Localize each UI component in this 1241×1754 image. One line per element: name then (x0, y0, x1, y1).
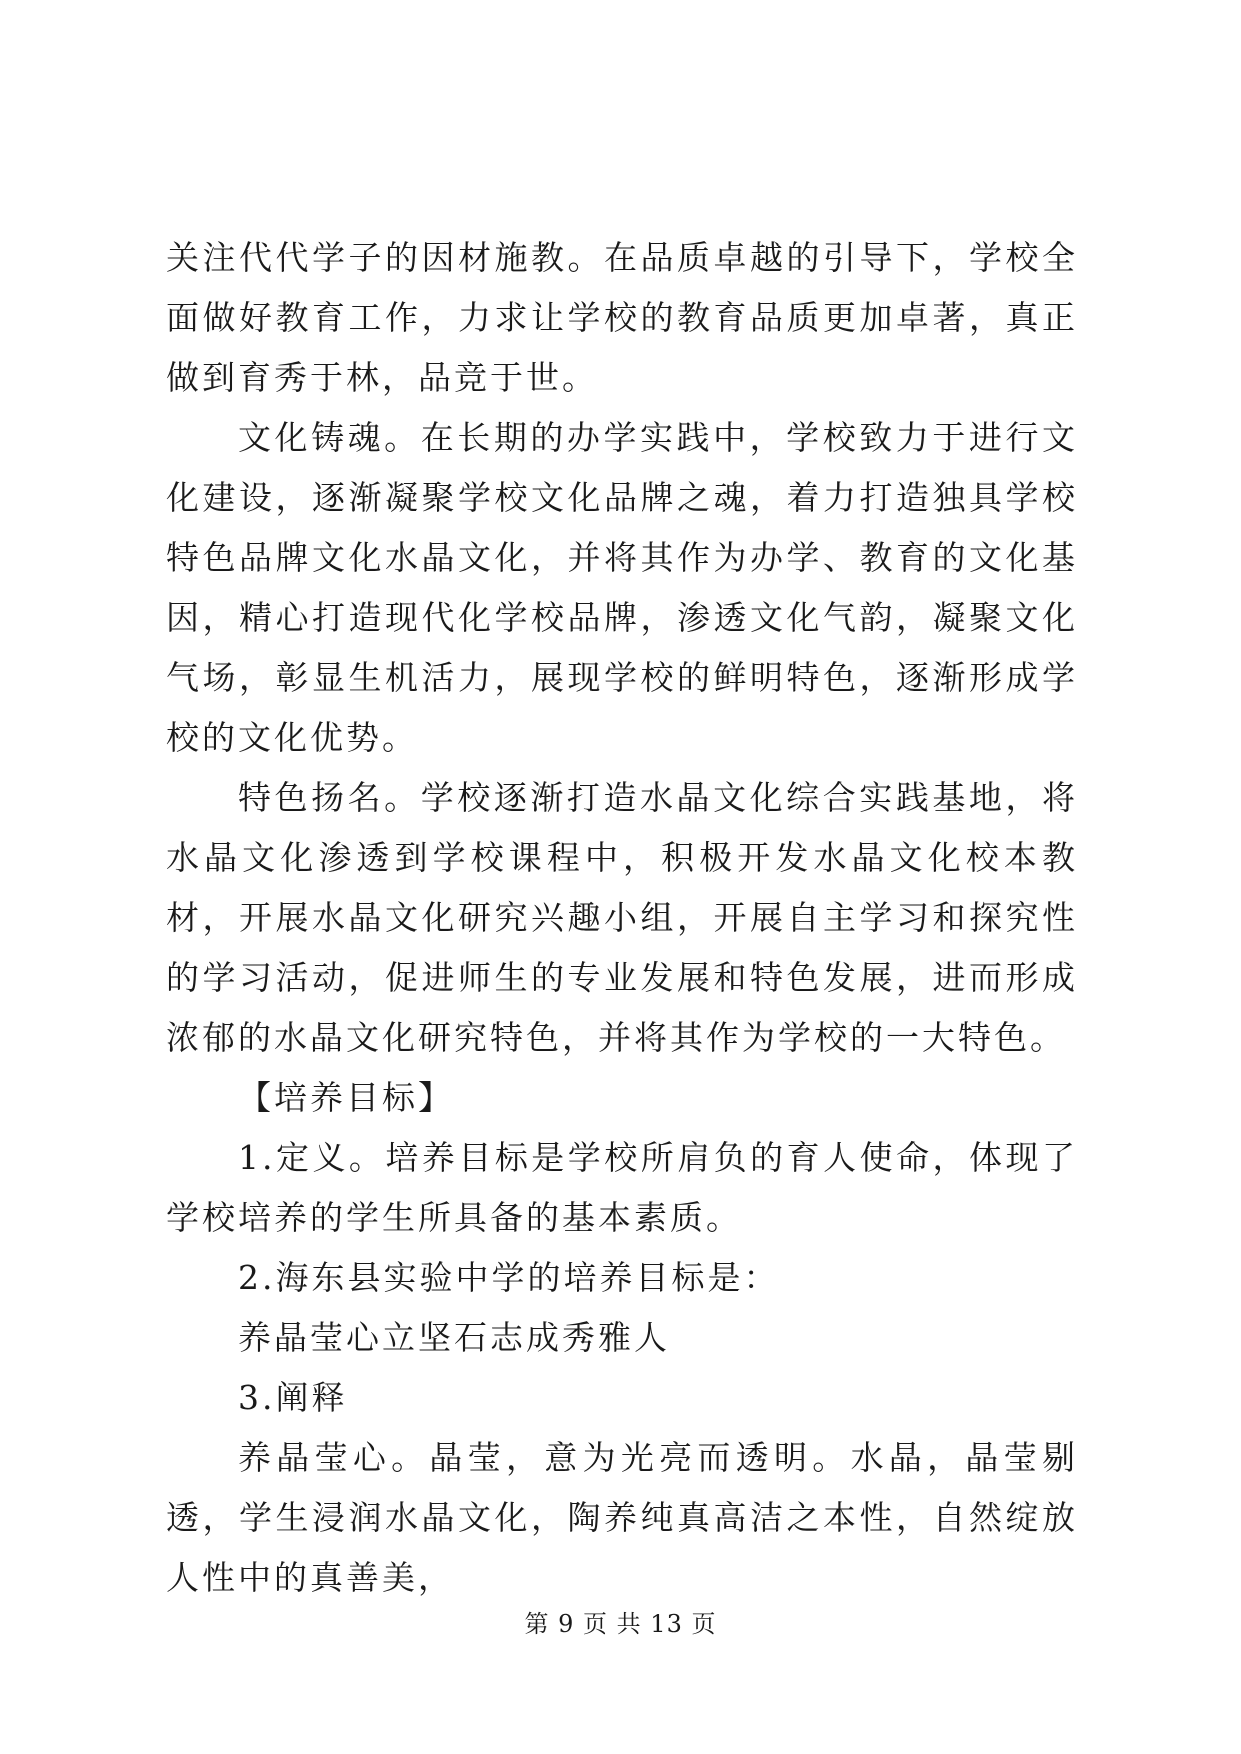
page-number-footer: 第 9 页 共 13 页 (524, 1610, 717, 1638)
body-text (166, 228, 1078, 1608)
section-heading-goals: 【培养目标】 (238, 1078, 454, 1117)
paragraph-continuation: 关注代代学子的因材施教。在品质卓越的引导下，学校全面做好教育工作，力求让学校的教育品质更加卓著，真正做到育秀于林，品竞于世。 (166, 238, 1078, 397)
paragraph-explanation-heading: 3.阐释 (238, 1378, 348, 1417)
paragraph-feature: 特色扬名。学校逐渐打造水晶文化综合实践基地，将水晶文化渗透到学校课程中，积极开发水晶文化校本教材，开展水晶文化研究兴趣小组，开展自主学习和探究性的学习活动，促进师生的专业发展和特色发展，进而形成浓郁的水晶文化研究特色，并将其作为学校的一大特色。 (166, 778, 1078, 1057)
paragraph-culture: 文化铸魂。在长期的办学实践中，学校致力于进行文化建设，逐渐凝聚学校文化品牌之魂，着力打造独具学校特色品牌文化水晶文化，并将其作为办学、教育的文化基因，精心打造现代化学校品牌，渗透文化气韵，凝聚文化气场，彰显生机活力，展现学校的鲜明特色，逐渐形成学校的文化优势。 (166, 418, 1078, 757)
paragraph-explanation: 养晶莹心。晶莹，意为光亮而透明。水晶，晶莹剔透，学生浸润水晶文化，陶养纯真高洁之本性，自然绽放人性中的真善美， (166, 1438, 1078, 1597)
paragraph-goal-intro: 2.海东县实验中学的培养目标是： (238, 1258, 780, 1297)
paragraph-definition: 1.定义。培养目标是学校所肩负的育人使命，体现了学校培养的学生所具备的基本素质。 (166, 1138, 1078, 1237)
paragraph-goal-motto: 养晶莹心立坚石志成秀雅人 (238, 1318, 670, 1357)
